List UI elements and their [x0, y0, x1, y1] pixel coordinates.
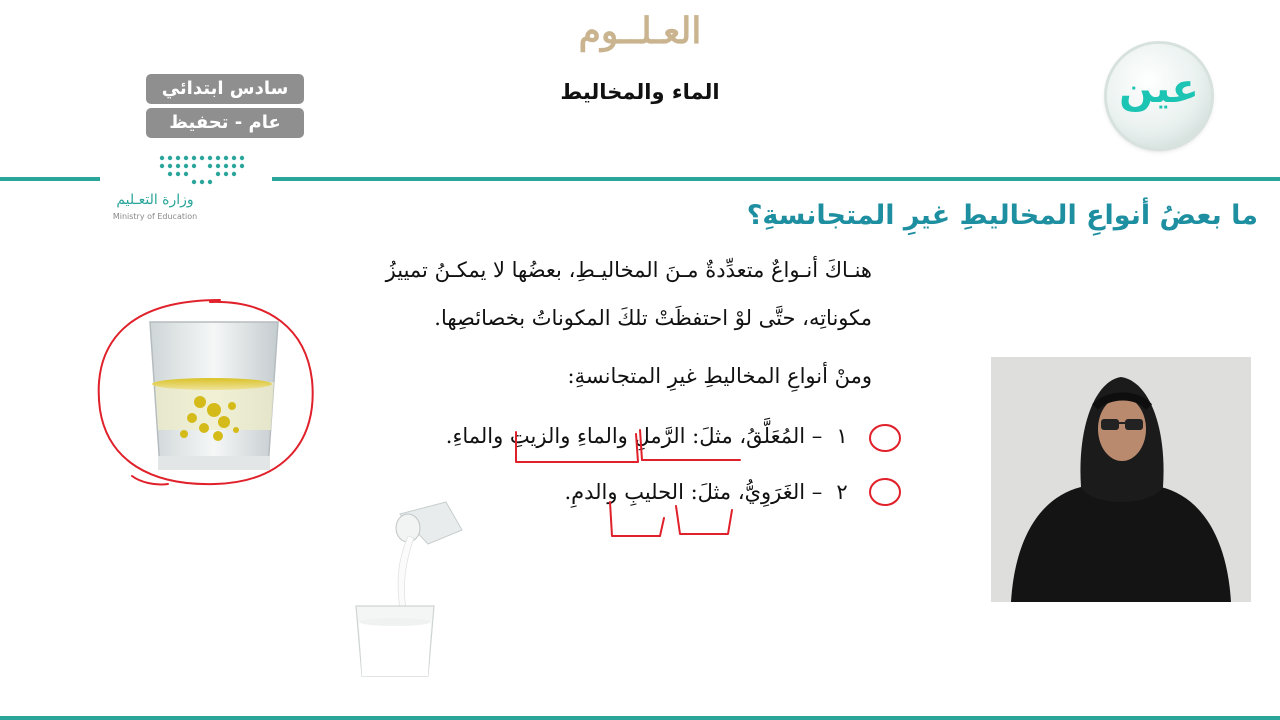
- presenter-figure: [991, 357, 1251, 602]
- question-heading: ما بعضُ أنواعِ المخاليطِ غيرِ المتجانسةِ؟: [746, 200, 1258, 231]
- list-item-text: – المُعَلَّقُ، مثلَ: الرَّملِ والماءِ والزيتِ والماءِ.: [445, 424, 823, 448]
- oil-water-glass-image: [140, 318, 292, 486]
- list-item-number: ٢: [836, 480, 848, 504]
- number-circle-annotation: [870, 479, 900, 505]
- ministry-name-english: Ministry of Education: [112, 212, 198, 221]
- grade-level-badge: سادس ابتدائي: [146, 74, 304, 104]
- bracket-annotation: [516, 432, 638, 462]
- list-intro: ومنْ أنواعِ المخاليطِ غيرِ المتجانسةِ:: [567, 364, 872, 388]
- bracket-annotation: [640, 430, 740, 460]
- bracket-annotation: [610, 502, 664, 536]
- logo-text: عين: [1119, 66, 1199, 112]
- number-circle-annotation: [870, 425, 900, 451]
- paragraph-line: مكوناتِه، حتَّى لوْ احتفظَتْ تلكَ المكوناتُ بخصائصِها.: [434, 306, 872, 330]
- subject-title: العـلــوم: [578, 10, 702, 52]
- presenter-video: [991, 357, 1251, 602]
- list-item-text: – الغَرَوِيُّ، مثلَ: الحليبِ والدمِ.: [564, 480, 823, 504]
- track-badge: عام - تحفيظ: [146, 108, 304, 138]
- lesson-title: الماء والمخاليط: [560, 80, 720, 104]
- bracket-annotation: [676, 506, 732, 534]
- footer-divider: [0, 716, 1280, 720]
- paragraph-line: هنـاكَ أنـواعٌ متعدِّدةٌ مـنَ المخاليـطِ، بعضُها لا يمكـنُ تمييزُ: [385, 258, 872, 282]
- ministry-name-arabic: وزارة التعـليم: [116, 192, 194, 208]
- milk-pouring-image: [350, 500, 465, 685]
- list-item-number: ١: [836, 424, 848, 448]
